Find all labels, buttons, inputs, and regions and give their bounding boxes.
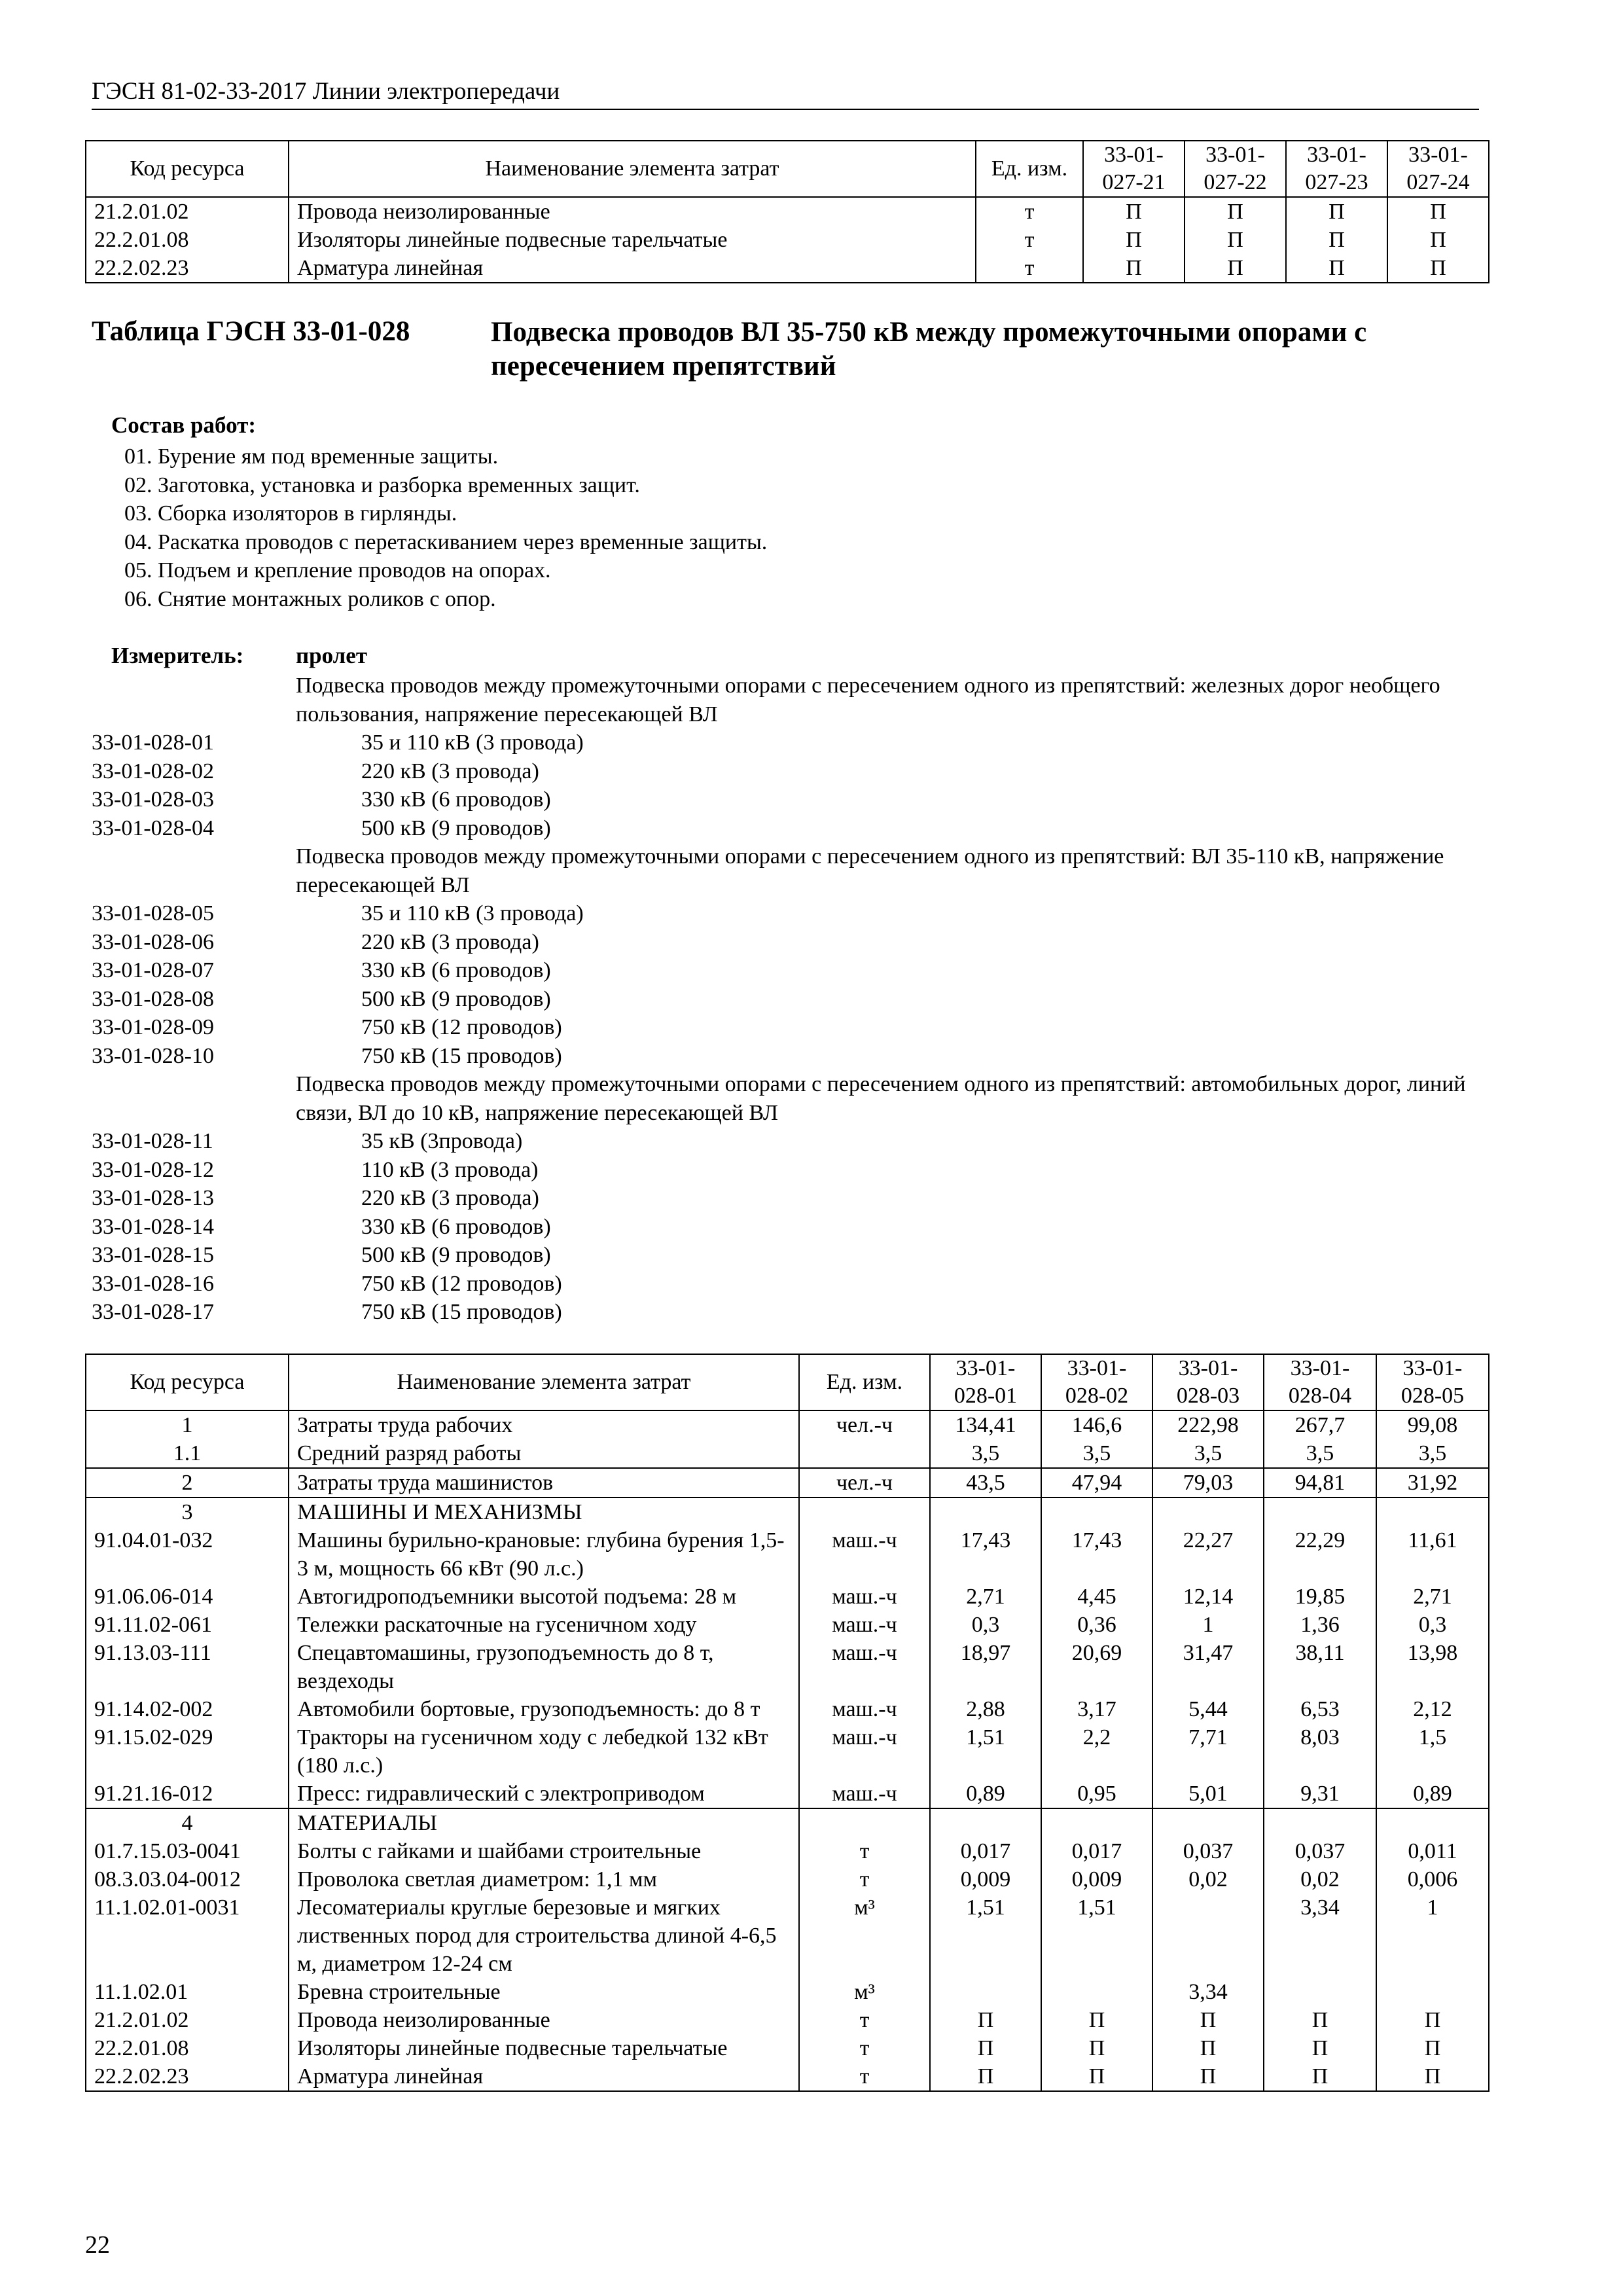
measure-code: 33-01-028-05 (92, 901, 214, 925)
cell-value: 3,5 (1041, 1439, 1152, 1468)
cell-value: П (1083, 254, 1185, 283)
measure-item (92, 1042, 1479, 1071)
resource-name: Провода неизолированные (289, 197, 976, 226)
resource-name: Тележки раскаточные на гусеничном ходу (289, 1611, 799, 1639)
resource-name: Автогидроподъемники высотой подъема: 28 м (289, 1583, 799, 1611)
cell-value (1264, 1808, 1376, 1837)
cell-value: 1,51 (1041, 1893, 1152, 1978)
resource-code: 91.21.16-012 (86, 1780, 289, 1808)
resource-name: Лесоматериалы круглые березовые и мягких лиственных пород для строительства длиной 4-6,5 м, диаметром 12-24 см (289, 1893, 799, 1978)
unit-of-measure (799, 1439, 930, 1468)
cell-value: 20,69 (1041, 1639, 1152, 1695)
table-row (86, 1865, 1489, 1893)
resource-code: 91.14.02-002 (86, 1695, 289, 1723)
measure-item (92, 1184, 1479, 1213)
measure-description: 750 кВ (15 проводов) (361, 1043, 562, 1068)
column-header: Наименование элемента затрат (289, 1354, 799, 1410)
resource-name: МАТЕРИАЛЫ (289, 1808, 799, 1837)
resource-name: Арматура линейная (289, 254, 976, 283)
cell-value: 22,29 (1264, 1526, 1376, 1583)
measures-list (92, 672, 1479, 1327)
cell-value: П (1376, 2006, 1489, 2034)
resource-code: 91.13.03-111 (86, 1639, 289, 1695)
resource-name: Средний разряд работы (289, 1439, 799, 1468)
resource-code: 21.2.01.02 (86, 2006, 289, 2034)
cell-value: 1 (1152, 1611, 1264, 1639)
resource-code: 21.2.01.02 (86, 197, 289, 226)
cell-value: 0,89 (1376, 1780, 1489, 1808)
column-header: Ед. изм. (799, 1354, 930, 1410)
table-row (86, 197, 1489, 226)
measure-code: 33-01-028-14 (92, 1214, 214, 1239)
cell-value: 2,71 (1376, 1583, 1489, 1611)
unit-of-measure (799, 1498, 930, 1526)
cell-value: 0,006 (1376, 1865, 1489, 1893)
cell-value (1041, 1498, 1152, 1526)
cell-value: 1,36 (1264, 1611, 1376, 1639)
cell-value (1041, 1978, 1152, 2006)
measure-description: 220 кВ (3 провода) (361, 759, 539, 783)
works-heading: Состав работ: (111, 412, 256, 438)
table-row (86, 1837, 1489, 1865)
resource-name: Провода неизолированные (289, 2006, 799, 2034)
resource-code: 3 (86, 1498, 289, 1526)
cell-value: П (1041, 2006, 1152, 2034)
cell-value: 17,43 (930, 1526, 1041, 1583)
cell-value: П (1083, 197, 1185, 226)
resource-code: 22.2.02.23 (86, 254, 289, 283)
measure-group-description: Подвеска проводов между промежуточными опорами с пересечением одного из препятствий: ВЛ 35-110 кВ, напряжение пересекающей ВЛ (296, 844, 1444, 897)
measure-code: 33-01-028-13 (92, 1186, 214, 1210)
cell-value: 0,009 (930, 1865, 1041, 1893)
measure-code: 33-01-028-11 (92, 1129, 213, 1153)
table-row (86, 1808, 1489, 1837)
cell-value: 47,94 (1041, 1468, 1152, 1498)
resource-name: Затраты труда рабочих (289, 1410, 799, 1439)
measure-description: 750 кВ (12 проводов) (361, 1271, 562, 1296)
unit-of-measure: т (799, 1837, 930, 1865)
cell-value: 1,5 (1376, 1723, 1489, 1780)
cell-value: 2,88 (930, 1695, 1041, 1723)
cell-value (1376, 1498, 1489, 1526)
cell-value: 0,017 (930, 1837, 1041, 1865)
cell-value (930, 1978, 1041, 2006)
cell-value (1376, 1978, 1489, 2006)
cell-value: 0,037 (1152, 1837, 1264, 1865)
measure-group-description: Подвеска проводов между промежуточными опорами с пересечением одного из препятствий: автомобильных дорог, линий связи, ВЛ до 10 кВ, напряжение пересекающей ВЛ (296, 1072, 1466, 1125)
table-row (86, 1723, 1489, 1780)
cell-value (1264, 1978, 1376, 2006)
work-item: 02. Заготовка, установка и разборка временных защит. (124, 473, 640, 497)
cell-value: 3,5 (1264, 1439, 1376, 1468)
table-row (86, 1611, 1489, 1639)
cell-value: 267,7 (1264, 1410, 1376, 1439)
table-row (86, 2062, 1489, 2091)
unit-of-measure: чел.-ч (799, 1468, 930, 1498)
measure-item (92, 956, 1479, 985)
measure-description: 750 кВ (12 проводов) (361, 1015, 562, 1039)
unit-of-measure: т (799, 2034, 930, 2062)
column-header: 33-01- 028-05 (1376, 1354, 1489, 1410)
cell-value: П (930, 2006, 1041, 2034)
unit-of-measure: м³ (799, 1978, 930, 2006)
measure-description: 110 кВ (3 провода) (361, 1157, 539, 1182)
resource-name: Затраты труда машинистов (289, 1468, 799, 1498)
measure-description: 500 кВ (9 проводов) (361, 986, 551, 1011)
work-item: 03. Сборка изоляторов в гирлянды. (124, 501, 457, 526)
unit-of-measure: маш.-ч (799, 1723, 930, 1780)
table-row (86, 1893, 1489, 1978)
table-row (86, 1526, 1489, 1583)
unit-of-measure: маш.-ч (799, 1695, 930, 1723)
column-header: Код ресурса (86, 1354, 289, 1410)
cell-value: 146,6 (1041, 1410, 1152, 1439)
resource-code: 1.1 (86, 1439, 289, 1468)
measure-item (92, 1241, 1479, 1270)
cell-value: П (1152, 2006, 1264, 2034)
cell-value: 31,92 (1376, 1468, 1489, 1498)
cell-value: 3,5 (1152, 1439, 1264, 1468)
cell-value: П (1286, 197, 1387, 226)
resource-code: 4 (86, 1808, 289, 1837)
measure-description: 330 кВ (6 проводов) (361, 787, 551, 812)
measure-description: 35 кВ (3провода) (361, 1129, 523, 1153)
cell-value: П (1387, 254, 1489, 283)
resource-code: 91.15.02-029 (86, 1723, 289, 1780)
cell-value: 5,01 (1152, 1780, 1264, 1808)
column-header: 33-01- 027-24 (1387, 141, 1489, 197)
cell-value: 2,12 (1376, 1695, 1489, 1723)
cell-value: 0,011 (1376, 1837, 1489, 1865)
measure-code: 33-01-028-16 (92, 1271, 214, 1296)
table-row (86, 1410, 1489, 1439)
cell-value: 13,98 (1376, 1639, 1489, 1695)
table-row (86, 254, 1489, 283)
cell-value: 0,02 (1152, 1865, 1264, 1893)
cell-value: 8,03 (1264, 1723, 1376, 1780)
cell-value: 43,5 (930, 1468, 1041, 1498)
cell-value: 18,97 (930, 1639, 1041, 1695)
unit-of-measure: т (799, 2062, 930, 2091)
cell-value: 1 (1376, 1893, 1489, 1978)
measure-code: 33-01-028-10 (92, 1043, 214, 1068)
column-header: Ед. изм. (976, 141, 1083, 197)
cell-value: П (1083, 226, 1185, 254)
resource-name: Спецавтомашины, грузоподъемность до 8 т, вездеходы (289, 1639, 799, 1695)
resource-name: Проволока светлая диаметром: 1,1 мм (289, 1865, 799, 1893)
cell-value: 19,85 (1264, 1583, 1376, 1611)
resource-code: 22.2.01.08 (86, 226, 289, 254)
cell-value: 2,2 (1041, 1723, 1152, 1780)
cell-value: П (1387, 226, 1489, 254)
unit-of-measure: маш.-ч (799, 1526, 930, 1583)
column-header: 33-01- 027-23 (1286, 141, 1387, 197)
column-header: 33-01- 028-03 (1152, 1354, 1264, 1410)
cell-value: 0,89 (930, 1780, 1041, 1808)
measure-description: 500 кВ (9 проводов) (361, 1243, 551, 1267)
table-header-row (86, 141, 1489, 197)
cell-value: П (1152, 2034, 1264, 2062)
cell-value: 2,71 (930, 1583, 1041, 1611)
resource-name: Болты с гайками и шайбами строительные (289, 1837, 799, 1865)
measure-code: 33-01-028-03 (92, 787, 214, 812)
meter-value: пролет (296, 643, 368, 668)
resources-table-028 (85, 1354, 1489, 2092)
cell-value: т (976, 226, 1083, 254)
measure-description: 220 кВ (3 провода) (361, 929, 539, 954)
cell-value: П (1185, 254, 1286, 283)
cell-value: П (1264, 2034, 1376, 2062)
measure-code: 33-01-028-15 (92, 1243, 214, 1267)
cell-value: П (1185, 197, 1286, 226)
measure-item (92, 785, 1479, 814)
measure-description: 330 кВ (6 проводов) (361, 958, 551, 982)
column-header: 33-01- 028-04 (1264, 1354, 1376, 1410)
cell-value: 0,3 (1376, 1611, 1489, 1639)
measure-item (92, 757, 1479, 786)
cell-value: 22,27 (1152, 1526, 1264, 1583)
measure-code: 33-01-028-01 (92, 730, 214, 755)
table-row (86, 1498, 1489, 1526)
measure-item (92, 1013, 1479, 1042)
cell-value: 0,02 (1264, 1865, 1376, 1893)
table-title-text: Подвеска проводов ВЛ 35-750 кВ между промежуточными опорами с пересечением препятствий (491, 317, 1367, 382)
table-row (86, 1468, 1489, 1498)
resource-code: 22.2.02.23 (86, 2062, 289, 2091)
table-row (86, 2034, 1489, 2062)
resource-name: Автомобили бортовые, грузоподъемность: до 8 т (289, 1695, 799, 1723)
measure-item (92, 985, 1479, 1014)
resource-code: 2 (86, 1468, 289, 1498)
measure-item (92, 899, 1479, 928)
cell-value: П (930, 2062, 1041, 2091)
column-header: 33-01- 028-02 (1041, 1354, 1152, 1410)
resource-code: 11.1.02.01 (86, 1978, 289, 2006)
cell-value (930, 1808, 1041, 1837)
measure-item (92, 1156, 1479, 1185)
measure-item (92, 728, 1479, 757)
resource-code: 91.11.02-061 (86, 1611, 289, 1639)
resource-name: Изоляторы линейные подвесные тарельчатые (289, 2034, 799, 2062)
table-title-label: Таблица ГЭСН 33-01-028 (92, 316, 410, 347)
work-item: 01. Бурение ям под временные защиты. (124, 444, 499, 469)
cell-value: П (1264, 2006, 1376, 2034)
cell-value: 0,3 (930, 1611, 1041, 1639)
unit-of-measure: маш.-ч (799, 1639, 930, 1695)
cell-value (1264, 1498, 1376, 1526)
unit-of-measure: м³ (799, 1893, 930, 1978)
resource-code: 1 (86, 1410, 289, 1439)
table-row (86, 1695, 1489, 1723)
cell-value: 79,03 (1152, 1468, 1264, 1498)
column-header: 33-01- 028-01 (930, 1354, 1041, 1410)
resource-code: 11.1.02.01-0031 (86, 1893, 289, 1978)
cell-value: 3,34 (1264, 1893, 1376, 1978)
cell-value: 3,17 (1041, 1695, 1152, 1723)
cell-value: П (930, 2034, 1041, 2062)
works-list (124, 442, 767, 613)
column-header: Код ресурса (86, 141, 289, 197)
unit-of-measure: чел.-ч (799, 1410, 930, 1439)
cell-value: П (1286, 254, 1387, 283)
meter-label: Измеритель: (111, 643, 244, 668)
cell-value (1041, 1808, 1152, 1837)
work-item: 04. Раскатка проводов с перетаскиванием через временные защиты. (124, 529, 768, 554)
cell-value (1152, 1808, 1264, 1837)
cell-value: 11,61 (1376, 1526, 1489, 1583)
cell-value (1152, 1498, 1264, 1526)
cell-value: П (1185, 226, 1286, 254)
resource-name: Пресс: гидравлический с электроприводом (289, 1780, 799, 1808)
unit-of-measure: маш.-ч (799, 1611, 930, 1639)
measure-item (92, 814, 1479, 843)
cell-value: 1,51 (930, 1893, 1041, 1978)
cell-value: 3,5 (1376, 1439, 1489, 1468)
cell-value: 9,31 (1264, 1780, 1376, 1808)
unit-of-measure: маш.-ч (799, 1583, 930, 1611)
cell-value: 99,08 (1376, 1410, 1489, 1439)
cell-value: 1,51 (930, 1723, 1041, 1780)
resource-name: Машины бурильно-крановые: глубина бурения 1,5-3 м, мощность 66 кВт (90 л.с.) (289, 1526, 799, 1583)
cell-value: 0,95 (1041, 1780, 1152, 1808)
unit-of-measure (799, 1808, 930, 1837)
resource-code: 22.2.01.08 (86, 2034, 289, 2062)
cell-value: 0,009 (1041, 1865, 1152, 1893)
measure-item (92, 1213, 1479, 1242)
resource-code: 01.7.15.03-0041 (86, 1837, 289, 1865)
resource-name: МАШИНЫ И МЕХАНИЗМЫ (289, 1498, 799, 1526)
resources-table-027 (85, 140, 1489, 283)
cell-value: 134,41 (930, 1410, 1041, 1439)
cell-value: т (976, 254, 1083, 283)
cell-value: т (976, 197, 1083, 226)
measure-group-description: Подвеска проводов между промежуточными опорами с пересечением одного из препятствий: железных дорог необщего пользования, напряжение пересекающей ВЛ (296, 673, 1440, 726)
resource-name: Изоляторы линейные подвесные тарельчатые (289, 226, 976, 254)
cell-value: 222,98 (1152, 1410, 1264, 1439)
measure-item (92, 1298, 1479, 1327)
measure-item (92, 1270, 1479, 1299)
cell-value (930, 1498, 1041, 1526)
cell-value: 38,11 (1264, 1639, 1376, 1695)
measure-description: 500 кВ (9 проводов) (361, 816, 551, 840)
cell-value: П (1152, 2062, 1264, 2091)
work-item: 05. Подъем и крепление проводов на опорах. (124, 558, 551, 583)
table-row (86, 226, 1489, 254)
table-header-row (86, 1354, 1489, 1410)
table-row (86, 1439, 1489, 1468)
cell-value: 5,44 (1152, 1695, 1264, 1723)
resource-name: Арматура линейная (289, 2062, 799, 2091)
cell-value: 3,5 (930, 1439, 1041, 1468)
cell-value: П (1286, 226, 1387, 254)
column-header: 33-01- 027-21 (1083, 141, 1185, 197)
table-row (86, 1639, 1489, 1695)
measure-description: 220 кВ (3 провода) (361, 1186, 539, 1210)
measure-description: 750 кВ (15 проводов) (361, 1300, 562, 1324)
cell-value: 7,71 (1152, 1723, 1264, 1780)
cell-value: 31,47 (1152, 1639, 1264, 1695)
cell-value: 17,43 (1041, 1526, 1152, 1583)
measure-code: 33-01-028-12 (92, 1157, 214, 1182)
table-row (86, 1780, 1489, 1808)
measure-code: 33-01-028-08 (92, 986, 214, 1011)
measure-item (92, 1127, 1479, 1156)
measure-item (92, 928, 1479, 957)
resource-code: 08.3.03.04-0012 (86, 1865, 289, 1893)
measure-description: 35 и 110 кВ (3 провода) (361, 730, 584, 755)
measure-code: 33-01-028-02 (92, 759, 214, 783)
unit-of-measure: т (799, 2006, 930, 2034)
measure-code: 33-01-028-07 (92, 958, 214, 982)
measure-code: 33-01-028-09 (92, 1015, 214, 1039)
cell-value: 3,34 (1152, 1978, 1264, 2006)
cell-value: 0,017 (1041, 1837, 1152, 1865)
header-rule (92, 109, 1479, 110)
resource-code: 91.06.06-014 (86, 1583, 289, 1611)
cell-value: П (1387, 197, 1489, 226)
measure-code: 33-01-028-06 (92, 929, 214, 954)
cell-value: 12,14 (1152, 1583, 1264, 1611)
work-item: 06. Снятие монтажных роликов с опор. (124, 586, 496, 611)
cell-value: П (1041, 2034, 1152, 2062)
table-row (86, 1583, 1489, 1611)
cell-value: 0,36 (1041, 1611, 1152, 1639)
resource-code: 91.04.01-032 (86, 1526, 289, 1583)
resource-name: Тракторы на гусеничном ходу с лебедкой 132 кВт (180 л.с.) (289, 1723, 799, 1780)
cell-value: П (1041, 2062, 1152, 2091)
measure-description: 35 и 110 кВ (3 провода) (361, 901, 584, 925)
measure-code: 33-01-028-04 (92, 816, 214, 840)
cell-value: 0,037 (1264, 1837, 1376, 1865)
measure-description: 330 кВ (6 проводов) (361, 1214, 551, 1239)
cell-value: П (1264, 2062, 1376, 2091)
measure-code: 33-01-028-17 (92, 1300, 214, 1324)
column-header: Наименование элемента затрат (289, 141, 976, 197)
cell-value: П (1376, 2034, 1489, 2062)
cell-value: П (1376, 2062, 1489, 2091)
cell-value: 6,53 (1264, 1695, 1376, 1723)
resource-name: Бревна строительные (289, 1978, 799, 2006)
cell-value: 4,45 (1041, 1583, 1152, 1611)
cell-value (1152, 1893, 1264, 1978)
unit-of-measure: маш.-ч (799, 1780, 930, 1808)
page-number: 22 (85, 2231, 110, 2259)
unit-of-measure: т (799, 1865, 930, 1893)
running-header: ГЭСН 81-02-33-2017 Линии электропередачи (92, 78, 560, 105)
cell-value: 94,81 (1264, 1468, 1376, 1498)
cell-value (1376, 1808, 1489, 1837)
table-row (86, 1978, 1489, 2006)
table-row (86, 2006, 1489, 2034)
column-header: 33-01- 027-22 (1185, 141, 1286, 197)
